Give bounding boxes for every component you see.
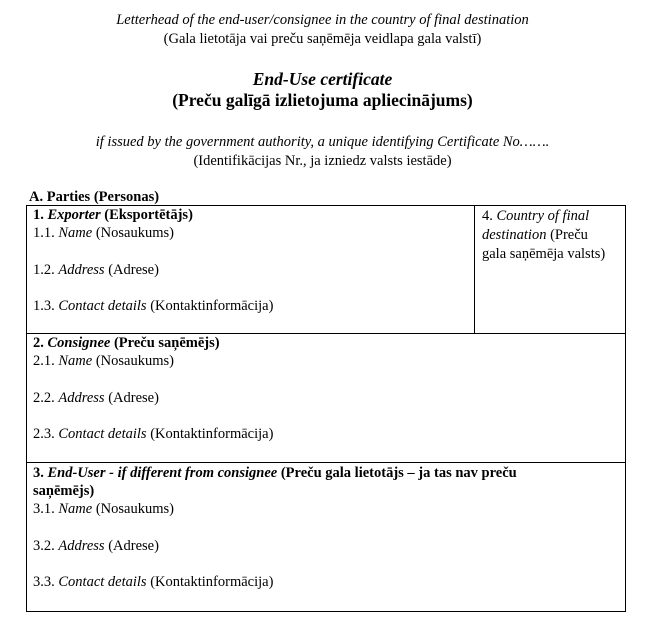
consignee-contact-label-en: Contact details (58, 426, 147, 442)
country-label-en-1: Country of final (496, 208, 590, 224)
exporter-contact-label-lv: (Kontaktinformācija) (150, 298, 274, 314)
exporter-heading-lv: (Eksportētājs) (104, 207, 193, 223)
certificate-number-lv: (Identifikācijas Nr., ja izniedz valsts iestāde) (193, 153, 452, 169)
enduser-contact-number: 3.3. (33, 574, 55, 590)
country-number: 4. (482, 208, 493, 224)
exporter-name-label-en: Name (58, 225, 93, 241)
exporter-number: 1. (33, 207, 44, 223)
certificate-number-note (0, 133, 645, 171)
consignee-address-label-lv: (Adrese) (108, 390, 159, 406)
letterhead-lv: (Gala lietotāja vai preču saņēmēja veidlapa gala valstī) (163, 31, 482, 47)
enduser-number: 3. (33, 465, 44, 481)
consignee-address-label-en: Address (58, 390, 105, 406)
consignee-name-label-lv: (Nosaukums) (95, 353, 174, 369)
consignee-contact-label-lv: (Kontaktinformācija) (150, 426, 274, 442)
enduser-heading-lv-1: (Preču gala lietotājs – ja tas nav preču (280, 465, 517, 481)
enduser-heading-lv-2: saņēmējs) (33, 483, 95, 499)
enduser-name-label-en: Name (58, 501, 93, 517)
exporter-name-field (33, 224, 174, 242)
enduser-heading (33, 464, 517, 482)
exporter-heading-en: Exporter (47, 207, 101, 223)
letterhead-en: Letterhead of the end-user/consignee in the country of final destination (116, 12, 529, 28)
document-title (0, 69, 645, 111)
enduser-heading-en: End-User - if different from consignee (47, 465, 278, 481)
enduser-box (26, 462, 626, 612)
consignee-box (26, 333, 626, 463)
enduser-name-field (33, 500, 174, 518)
section-a-heading: A. Parties (Personas) (29, 189, 160, 205)
exporter-address-number: 1.2. (33, 262, 55, 278)
title-lv: (Preču galīgā izlietojuma apliecinājums) (172, 90, 473, 110)
enduser-address-number: 3.2. (33, 538, 55, 554)
exporter-heading (33, 206, 193, 224)
title-en: End-Use certificate (252, 69, 393, 89)
enduser-name-label-lv: (Nosaukums) (95, 501, 174, 517)
exporter-contact-number: 1.3. (33, 298, 55, 314)
enduser-contact-field (33, 573, 273, 591)
country-box (474, 205, 626, 334)
enduser-contact-label-en: Contact details (58, 574, 147, 590)
certificate-number-en: if issued by the government authority, a unique identifying Certificate No……. (95, 134, 550, 150)
exporter-contact-field (33, 297, 273, 315)
exporter-address-field (33, 261, 159, 279)
consignee-number: 2. (33, 335, 44, 351)
country-label-en-2: destination (482, 227, 547, 243)
consignee-name-label-en: Name (58, 353, 93, 369)
country-label-lv-1: (Preču (550, 227, 588, 243)
letterhead-note (0, 11, 645, 49)
exporter-contact-label-en: Contact details (58, 298, 147, 314)
consignee-heading-en: Consignee (47, 335, 111, 351)
exporter-name-label-lv: (Nosaukums) (95, 225, 174, 241)
enduser-address-label-en: Address (58, 538, 105, 554)
consignee-contact-number: 2.3. (33, 426, 55, 442)
enduser-address-label-lv: (Adrese) (108, 538, 159, 554)
consignee-name-number: 2.1. (33, 353, 55, 369)
consignee-address-number: 2.2. (33, 390, 55, 406)
consignee-heading-lv: (Preču saņēmējs) (113, 335, 220, 351)
consignee-contact-field (33, 425, 273, 443)
country-label-lv-2: gala saņēmēja valsts) (482, 246, 606, 262)
enduser-address-field (33, 537, 159, 555)
consignee-address-field (33, 389, 159, 407)
exporter-name-number: 1.1. (33, 225, 55, 241)
country-label (482, 207, 624, 264)
consignee-heading (33, 334, 220, 352)
exporter-address-label-lv: (Adrese) (108, 262, 159, 278)
enduser-name-number: 3.1. (33, 501, 55, 517)
exporter-box (26, 205, 475, 334)
exporter-address-label-en: Address (58, 262, 105, 278)
consignee-name-field (33, 352, 174, 370)
enduser-contact-label-lv: (Kontaktinformācija) (150, 574, 274, 590)
